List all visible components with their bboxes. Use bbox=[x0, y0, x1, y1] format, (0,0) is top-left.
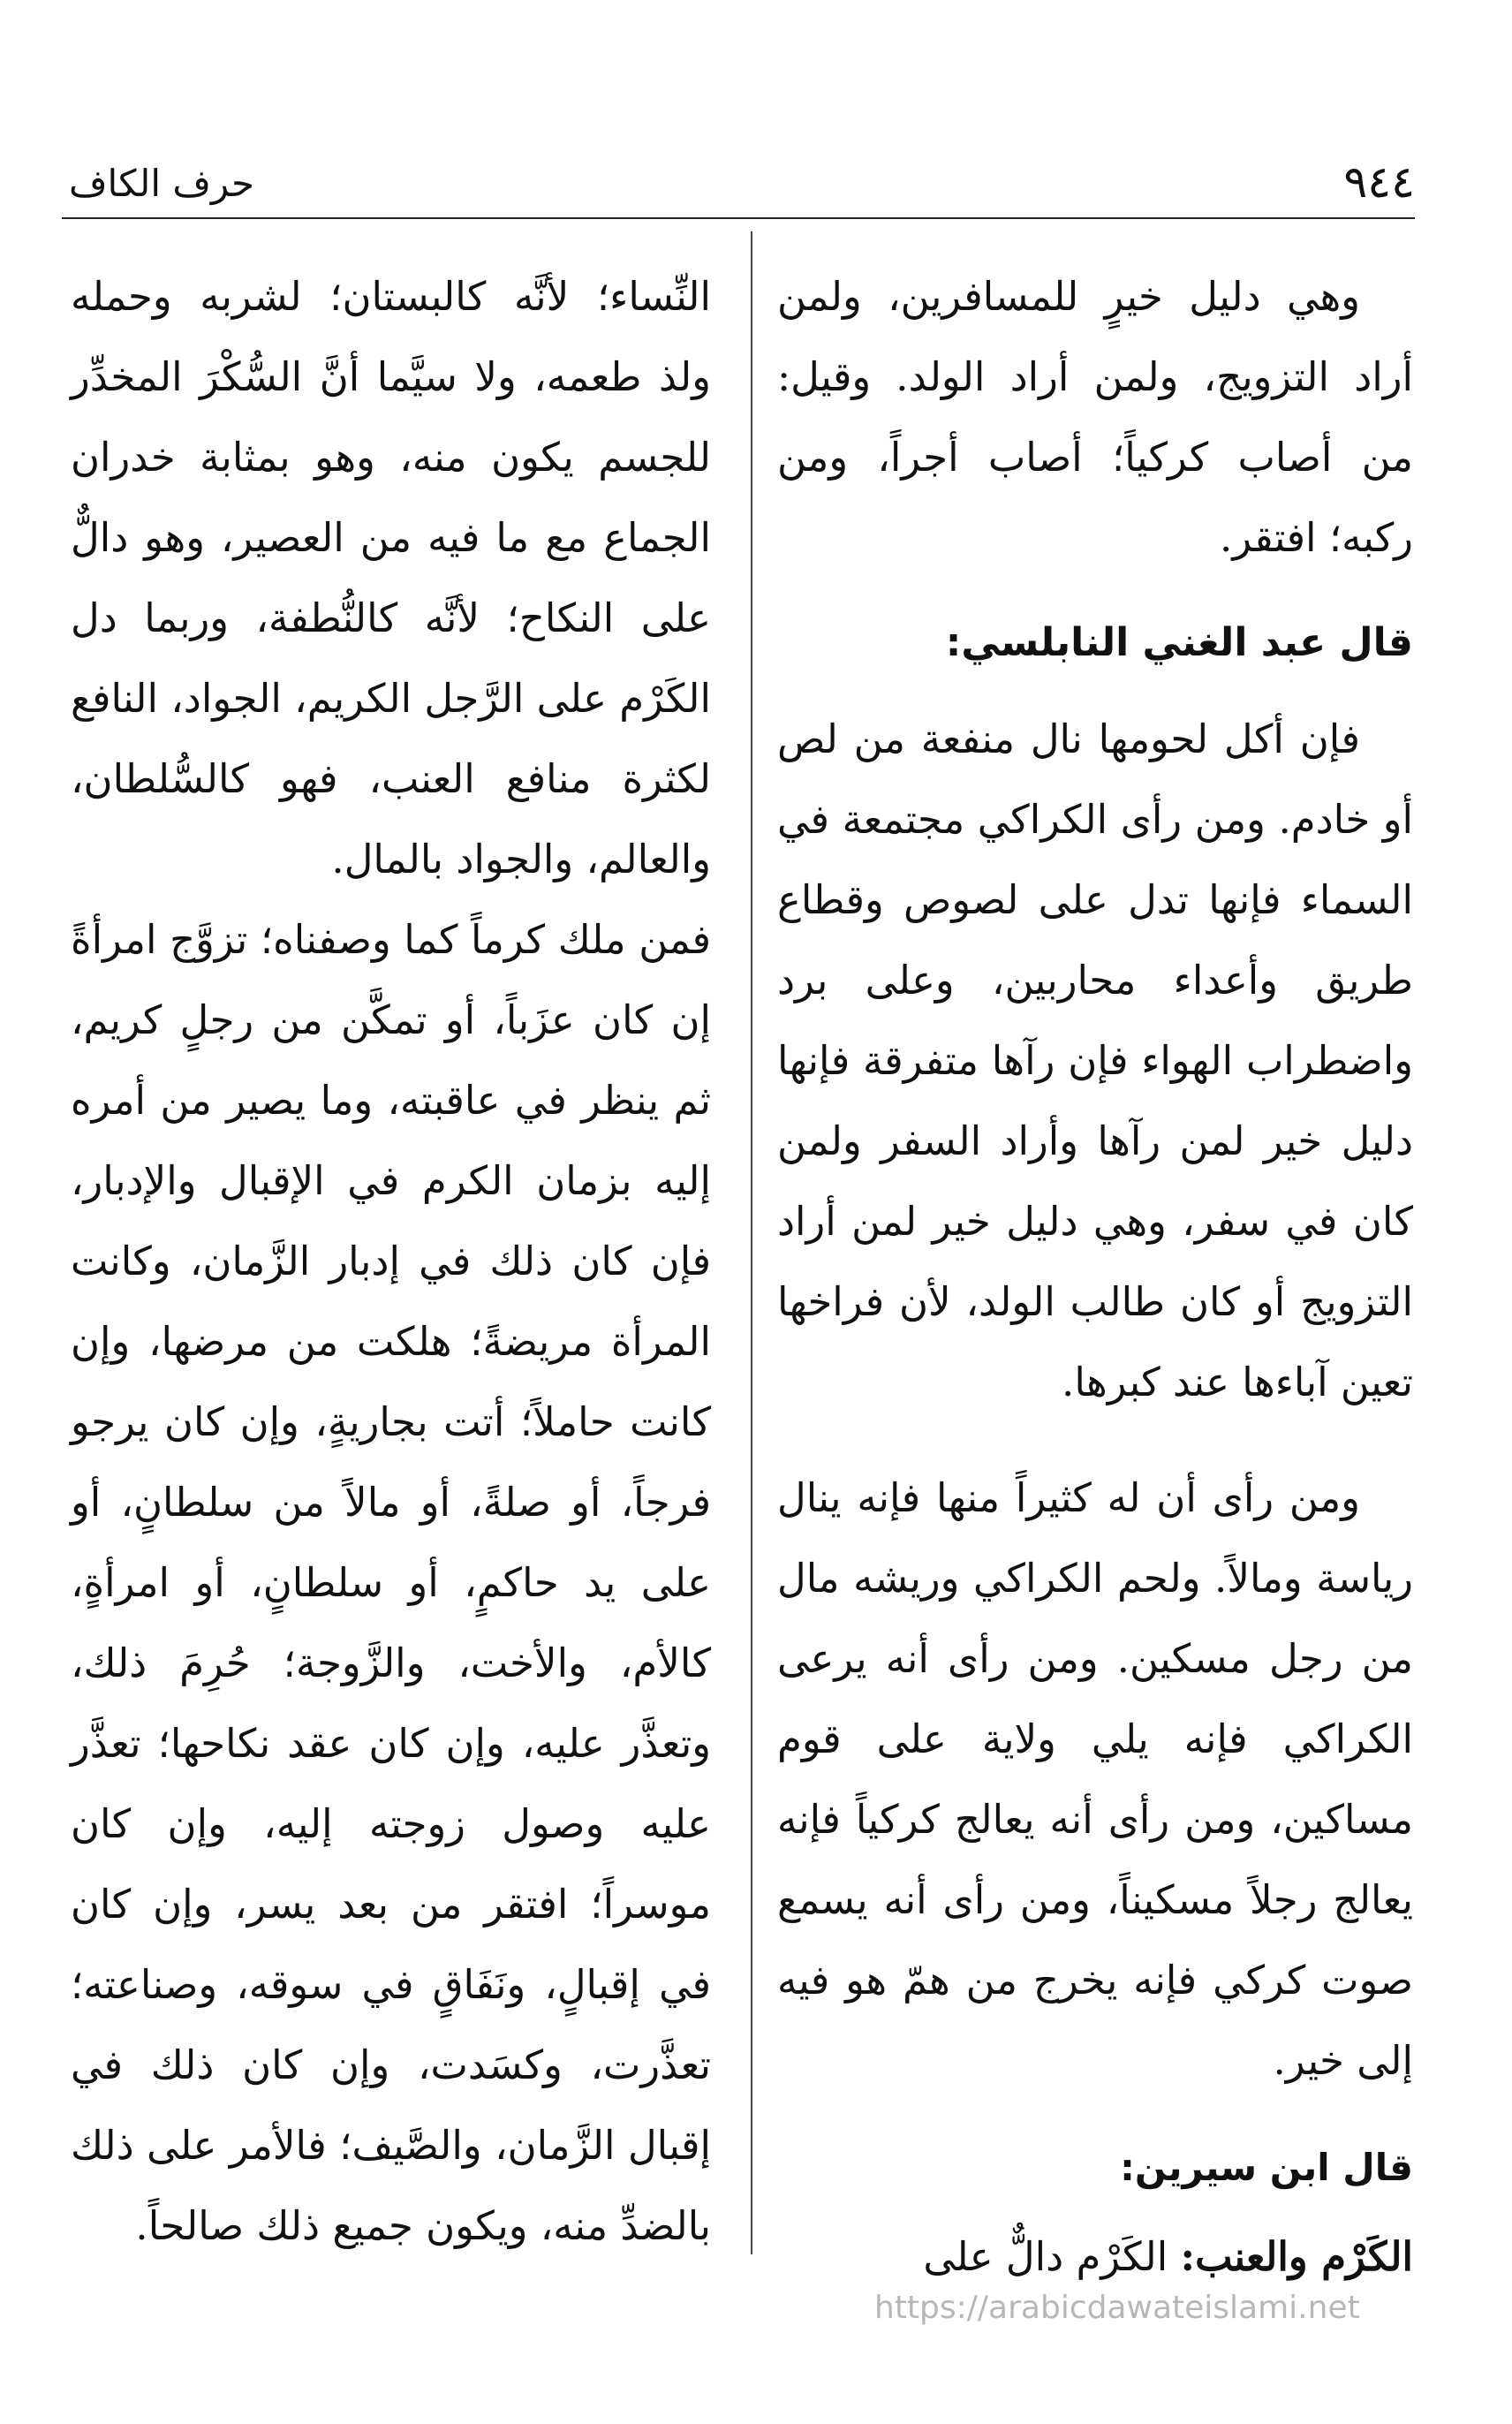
right-column bbox=[777, 256, 1413, 2297]
paragraph: فمن ملك كرماً كما وصفناه؛ تزوَّج امرأةً إن كان عزَباً، أو تمكَّن من رجلٍ كريم، ثم ينظر في عاقبته، وما يصير من أمره إليه بزمان الكرم في الإقبال والإدبار، فإن كان ذلك في إدبار الزَّمان، وكانت المرأة مريضةً؛ هلكت من مرضها، وإن كانت حاملاً؛ أتت بجاريةٍ، وإن كان يرجو فرجاً، أو صلةً، أو مالاً من سلطانٍ، أو على يد حاكمٍ، أو سلطانٍ، أو امرأةٍ، كالأم، والأخت، والزَّوجة؛ حُرِمَ ذلك، وتعذَّر عليه، وإن كان عقد نكاحها؛ تعذَّر عليه وصول زوجته إليه، وإن كان موسراً؛ افتقر من بعد يسر، وإن كان في إقبالٍ، ونَفَاقٍ في سوقه، وصناعته؛ تعذَّرت، وكسَدت، وإن كان ذلك في إقبال الزَّمان، والصَّيف؛ فالأمر على ذلك بالضدِّ منه، ويكون جميع ذلك صالحاً. bbox=[71, 916, 711, 2249]
paragraph: ومن رأى أن له كثيراً منها فإنه ينال رياسة ومالاً. ولحم الكراكي وريشه مال من رجل مسكين. ومن رأى أنه يرعى الكراكي فإنه يلي ولاية على قوم مساكين، ومن رأى أنه يعالج كركياً فإنه يعالج رجلاً مسكيناً، ومن رأى أنه يسمع صوت كركي فإنه يخرج من همّ هو فيه إلى خير. bbox=[777, 1474, 1413, 2084]
paragraph: النِّساء؛ لأنَّه كالبستان؛ لشربه وحمله ولذ طعمه، ولا سيَّما أنَّ السُّكْرَ المخدِّر للجسم يكون منه، وهو بمثابة خدران الجماع مع ما فيه من العصير، وهو دالٌّ على النكاح؛ لأنَّه كالنُّطفة، وربما دل الكَرْم على الرَّجل الكريم، الجواد، النافع لكثرة منافع العنب، فهو كالسُّلطان، والعالم، والجواد بالمال. bbox=[71, 273, 711, 882]
page-header bbox=[62, 155, 1415, 219]
running-head: حرف الكاف bbox=[69, 162, 255, 205]
paragraph bbox=[777, 2216, 1413, 2297]
page-number: ٩٤٤ bbox=[1343, 156, 1415, 208]
paragraph-text: الكَرْم دالٌّ على bbox=[923, 2233, 1181, 2280]
section-heading: قال عبد الغني النابلسي: bbox=[945, 620, 1413, 665]
column-divider bbox=[751, 231, 752, 2254]
paragraph: وهي دليل خيرٍ للمسافرين، ولمن أراد التزويج، ولمن أراد الولد. وقيل: من أصاب كركياً؛ أصاب أجراً، ومن ركبه؛ افتقر. bbox=[777, 273, 1413, 561]
term-label: الكَرْم والعنب: bbox=[1180, 2233, 1413, 2280]
left-column bbox=[71, 256, 711, 2266]
section-heading: قال ابن سيرين: bbox=[1120, 2146, 1413, 2189]
source-watermark: https://arabicdawateislami.net bbox=[874, 2290, 1360, 2326]
paragraph: فإن أكل لحومها نال منفعة من لص أو خادم. ومن رأى الكراكي مجتمعة في السماء فإنها تدل على لصوص وقطاع طريق وأعداء محاربين، وعلى برد واضطراب الهواء فإن رآها متفرقة فإنها دليل خير لمن رآها وأراد السفر ولمن كان في سفر، وهي دليل خير لمن أراد التزويج أو كان طالب الولد، لأن فراخها تعين آباءها عند كبرها. bbox=[777, 716, 1413, 1405]
